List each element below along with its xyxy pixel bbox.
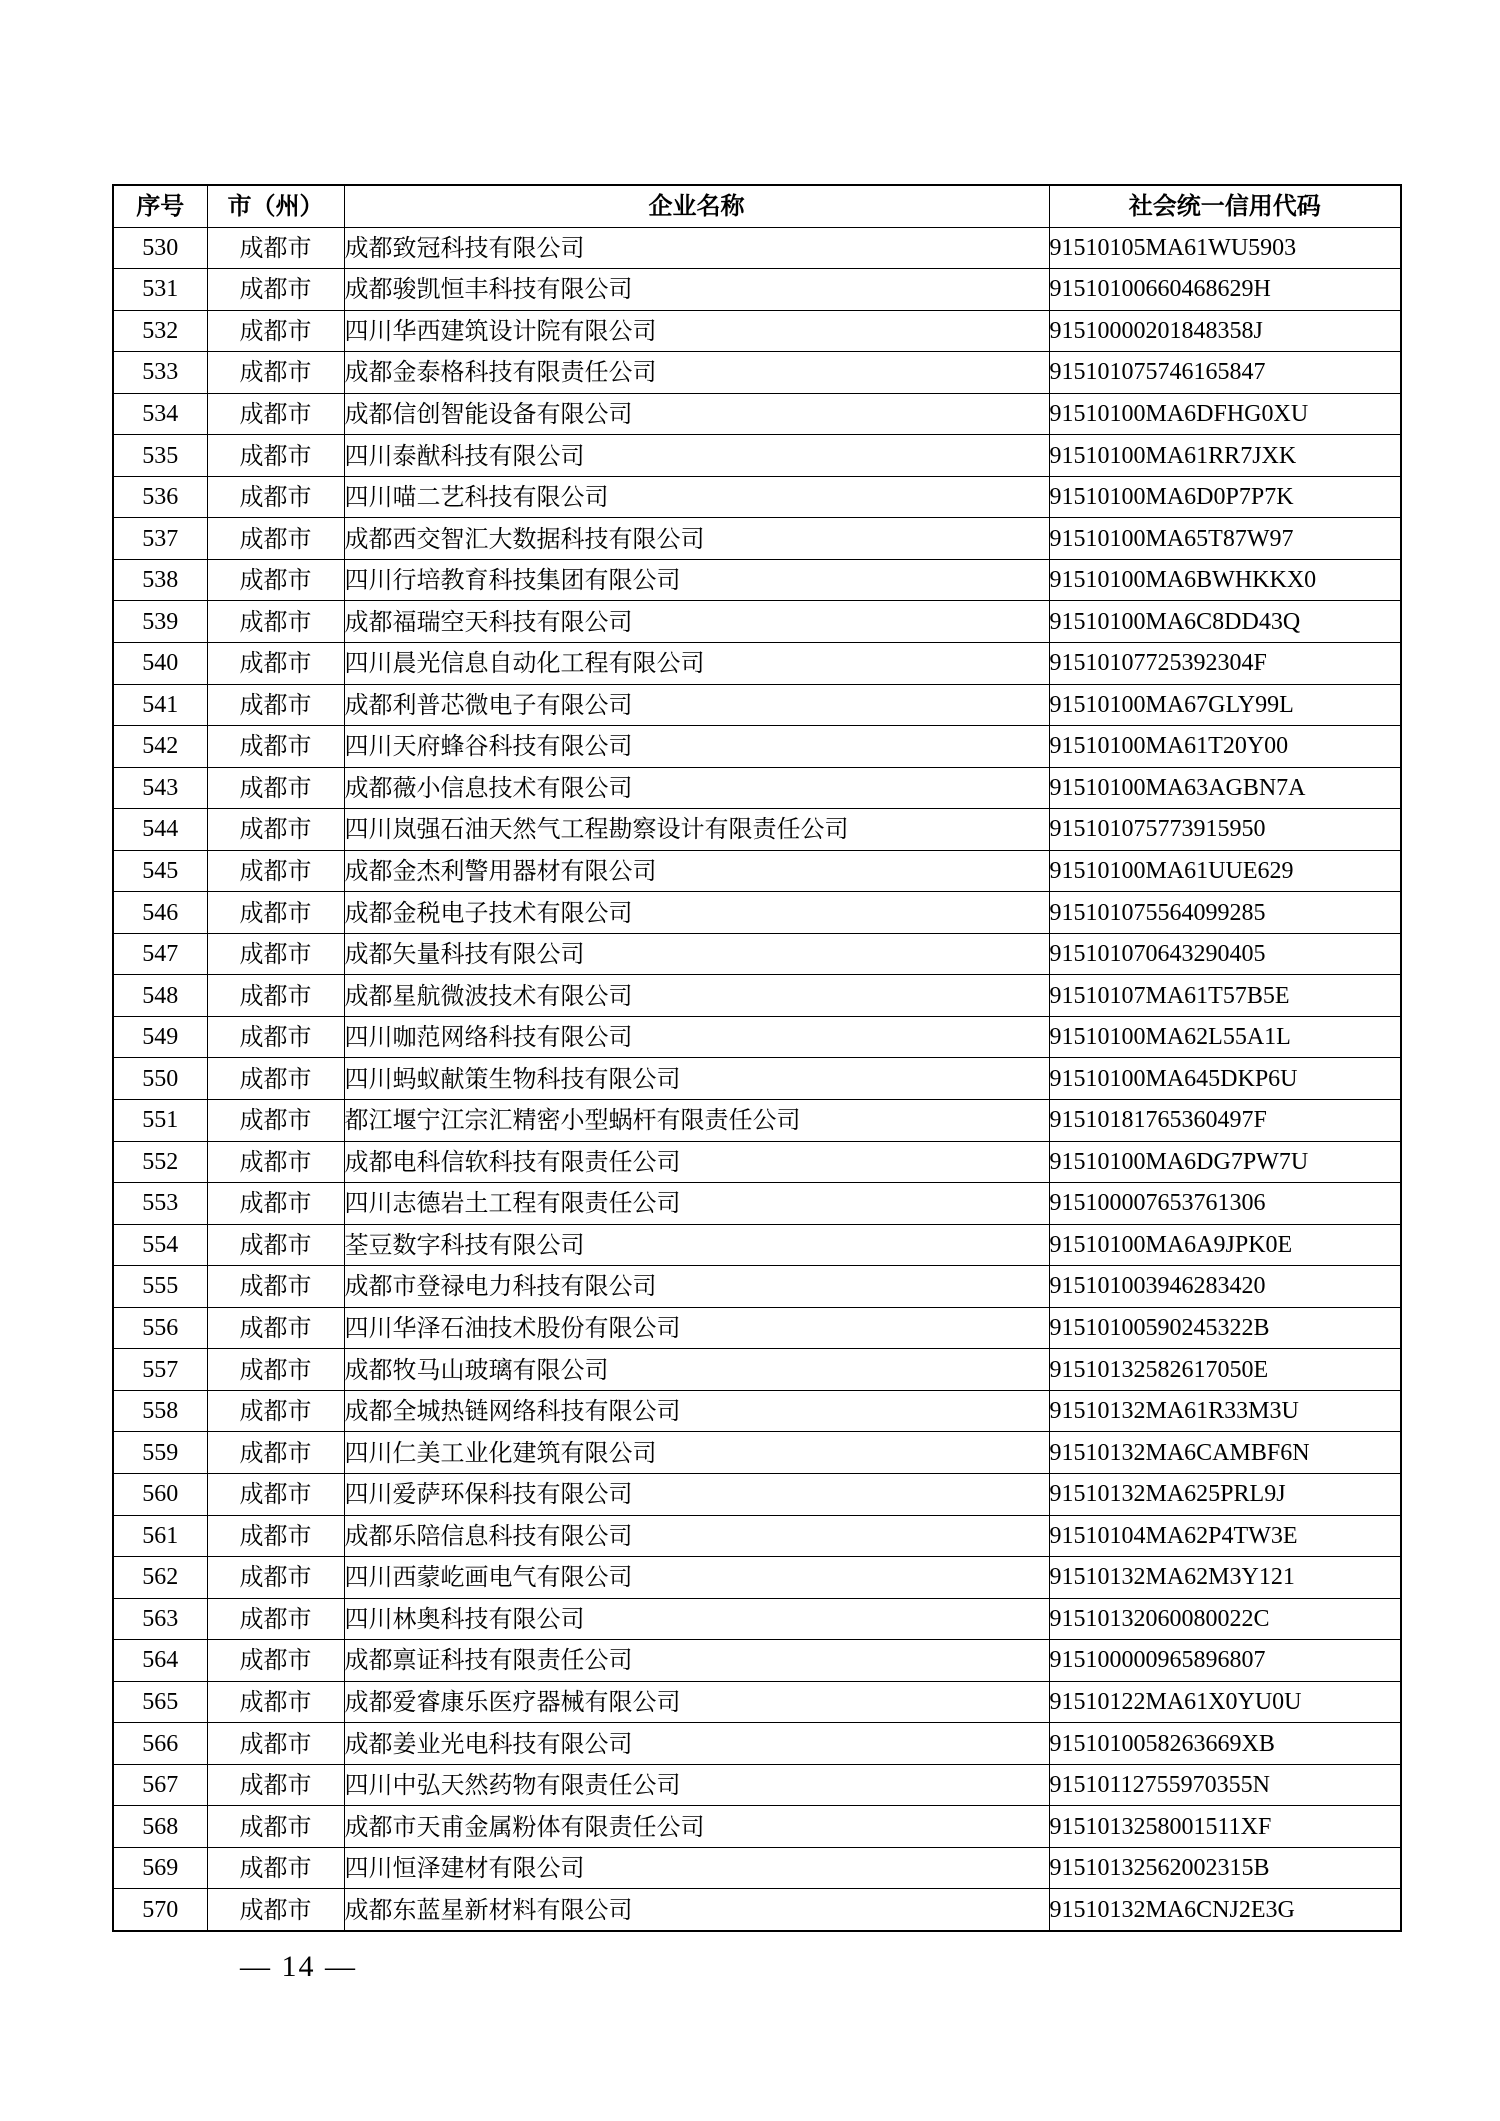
cell-index: 569 <box>113 1847 207 1889</box>
cell-city: 成都市 <box>207 1349 344 1391</box>
cell-company-name: 四川行培教育科技集团有限公司 <box>344 559 1049 601</box>
table-row <box>113 850 1401 892</box>
cell-city: 成都市 <box>207 1266 344 1308</box>
cell-index: 534 <box>113 393 207 435</box>
cell-credit-code: 91510000201848358J <box>1049 310 1401 352</box>
cell-city: 成都市 <box>207 1183 344 1225</box>
cell-city: 成都市 <box>207 227 344 269</box>
cell-company-name: 成都金泰格科技有限责任公司 <box>344 352 1049 394</box>
cell-index: 543 <box>113 767 207 809</box>
cell-index: 546 <box>113 892 207 934</box>
cell-company-name: 成都利普芯微电子有限公司 <box>344 684 1049 726</box>
cell-credit-code: 91510100590245322B <box>1049 1307 1401 1349</box>
cell-city: 成都市 <box>207 1681 344 1723</box>
cell-city: 成都市 <box>207 1598 344 1640</box>
cell-company-name: 成都市天甫金属粉体有限责任公司 <box>344 1806 1049 1848</box>
cell-credit-code: 91510100MA6D0P7P7K <box>1049 476 1401 518</box>
cell-index: 563 <box>113 1598 207 1640</box>
cell-company-name: 成都西交智汇大数据科技有限公司 <box>344 518 1049 560</box>
cell-index: 541 <box>113 684 207 726</box>
cell-company-name: 成都福瑞空天科技有限公司 <box>344 601 1049 643</box>
cell-index: 557 <box>113 1349 207 1391</box>
cell-index: 536 <box>113 476 207 518</box>
table-row <box>113 1598 1401 1640</box>
cell-credit-code: 91510107MA61T57B5E <box>1049 975 1401 1017</box>
cell-city: 成都市 <box>207 684 344 726</box>
cell-credit-code: 91510105MA61WU5903 <box>1049 227 1401 269</box>
table-row <box>113 933 1401 975</box>
cell-company-name: 成都东蓝星新材料有限公司 <box>344 1889 1049 1931</box>
table-row <box>113 352 1401 394</box>
cell-city: 成都市 <box>207 726 344 768</box>
cell-city: 成都市 <box>207 1515 344 1557</box>
table-row <box>113 643 1401 685</box>
table-row <box>113 1473 1401 1515</box>
table-row <box>113 1640 1401 1682</box>
cell-company-name: 四川晨光信息自动化工程有限公司 <box>344 643 1049 685</box>
table-row <box>113 1764 1401 1806</box>
cell-company-name: 四川泰猷科技有限公司 <box>344 435 1049 477</box>
cell-credit-code: 915101003946283420 <box>1049 1266 1401 1308</box>
cell-city: 成都市 <box>207 1224 344 1266</box>
cell-city: 成都市 <box>207 1141 344 1183</box>
cell-index: 530 <box>113 227 207 269</box>
cell-index: 562 <box>113 1557 207 1599</box>
cell-index: 556 <box>113 1307 207 1349</box>
cell-city: 成都市 <box>207 1723 344 1765</box>
cell-index: 544 <box>113 809 207 851</box>
cell-company-name: 成都金杰利警用器材有限公司 <box>344 850 1049 892</box>
cell-credit-code: 91510132562002315B <box>1049 1847 1401 1889</box>
table-row <box>113 1016 1401 1058</box>
cell-credit-code: 91510100MA61RR7JXK <box>1049 435 1401 477</box>
cell-index: 561 <box>113 1515 207 1557</box>
cell-city: 成都市 <box>207 559 344 601</box>
cell-city: 成都市 <box>207 518 344 560</box>
cell-credit-code: 91510132MA62M3Y121 <box>1049 1557 1401 1599</box>
cell-index: 531 <box>113 269 207 311</box>
cell-company-name: 成都姜业光电科技有限公司 <box>344 1723 1049 1765</box>
cell-company-name: 四川天府蜂谷科技有限公司 <box>344 726 1049 768</box>
cell-index: 568 <box>113 1806 207 1848</box>
cell-index: 533 <box>113 352 207 394</box>
table-row <box>113 975 1401 1017</box>
table-row <box>113 1307 1401 1349</box>
cell-city: 成都市 <box>207 1889 344 1931</box>
cell-index: 549 <box>113 1016 207 1058</box>
cell-index: 559 <box>113 1432 207 1474</box>
cell-city: 成都市 <box>207 767 344 809</box>
cell-credit-code: 915101075773915950 <box>1049 809 1401 851</box>
cell-city: 成都市 <box>207 1473 344 1515</box>
cell-company-name: 成都乐陪信息科技有限公司 <box>344 1515 1049 1557</box>
cell-index: 547 <box>113 933 207 975</box>
cell-city: 成都市 <box>207 601 344 643</box>
cell-company-name: 成都牧马山玻璃有限公司 <box>344 1349 1049 1391</box>
cell-company-name: 成都致冠科技有限公司 <box>344 227 1049 269</box>
table-row <box>113 269 1401 311</box>
cell-credit-code: 91510104MA62P4TW3E <box>1049 1515 1401 1557</box>
cell-index: 553 <box>113 1183 207 1225</box>
cell-city: 成都市 <box>207 269 344 311</box>
cell-city: 成都市 <box>207 892 344 934</box>
cell-credit-code: 915101070643290405 <box>1049 933 1401 975</box>
table-row <box>113 1889 1401 1931</box>
cell-index: 545 <box>113 850 207 892</box>
cell-company-name: 成都薇小信息技术有限公司 <box>344 767 1049 809</box>
table-row <box>113 518 1401 560</box>
table-row <box>113 310 1401 352</box>
cell-company-name: 荃豆数字科技有限公司 <box>344 1224 1049 1266</box>
cell-city: 成都市 <box>207 1806 344 1848</box>
cell-credit-code: 9151013258001511XF <box>1049 1806 1401 1848</box>
cell-index: 560 <box>113 1473 207 1515</box>
cell-company-name: 四川恒泽建材有限公司 <box>344 1847 1049 1889</box>
cell-credit-code: 91510100MA61UUE629 <box>1049 850 1401 892</box>
table-row <box>113 1141 1401 1183</box>
cell-city: 成都市 <box>207 1557 344 1599</box>
cell-company-name: 成都市登禄电力科技有限公司 <box>344 1266 1049 1308</box>
header-company-name: 企业名称 <box>344 185 1049 227</box>
cell-credit-code: 91510132MA6CNJ2E3G <box>1049 1889 1401 1931</box>
cell-company-name: 四川咖范网络科技有限公司 <box>344 1016 1049 1058</box>
table-row <box>113 1557 1401 1599</box>
table-row <box>113 1847 1401 1889</box>
cell-company-name: 成都爱睿康乐医疗器械有限公司 <box>344 1681 1049 1723</box>
cell-company-name: 成都禀证科技有限责任公司 <box>344 1640 1049 1682</box>
cell-company-name: 成都信创智能设备有限公司 <box>344 393 1049 435</box>
table-row <box>113 435 1401 477</box>
table-row <box>113 1266 1401 1308</box>
cell-city: 成都市 <box>207 435 344 477</box>
table-row <box>113 1515 1401 1557</box>
cell-company-name: 成都金税电子技术有限公司 <box>344 892 1049 934</box>
table-row <box>113 1183 1401 1225</box>
cell-city: 成都市 <box>207 1432 344 1474</box>
header-city: 市（州） <box>207 185 344 227</box>
cell-index: 535 <box>113 435 207 477</box>
cell-company-name: 四川岚强石油天然气工程勘察设计有限责任公司 <box>344 809 1049 851</box>
cell-credit-code: 915100007653761306 <box>1049 1183 1401 1225</box>
cell-company-name: 成都矢量科技有限公司 <box>344 933 1049 975</box>
table-row <box>113 393 1401 435</box>
cell-credit-code: 91510100MA65T87W97 <box>1049 518 1401 560</box>
table-row <box>113 892 1401 934</box>
cell-credit-code: 91510112755970355N <box>1049 1764 1401 1806</box>
cell-company-name: 成都星航微波技术有限公司 <box>344 975 1049 1017</box>
table-row <box>113 227 1401 269</box>
table-row <box>113 1390 1401 1432</box>
table-row <box>113 1723 1401 1765</box>
cell-index: 537 <box>113 518 207 560</box>
cell-index: 542 <box>113 726 207 768</box>
cell-city: 成都市 <box>207 352 344 394</box>
cell-company-name: 成都骏凯恒丰科技有限公司 <box>344 269 1049 311</box>
table-row <box>113 684 1401 726</box>
cell-city: 成都市 <box>207 1640 344 1682</box>
cell-credit-code: 91510100MA6A9JPK0E <box>1049 1224 1401 1266</box>
cell-city: 成都市 <box>207 1847 344 1889</box>
cell-company-name: 四川中弘天然药物有限责任公司 <box>344 1764 1049 1806</box>
cell-credit-code: 91510100MA61T20Y00 <box>1049 726 1401 768</box>
cell-company-name: 四川西蒙屹画电气有限公司 <box>344 1557 1049 1599</box>
enterprise-table <box>112 184 1402 1932</box>
cell-city: 成都市 <box>207 1100 344 1142</box>
table-row <box>113 559 1401 601</box>
header-index: 序号 <box>113 185 207 227</box>
cell-city: 成都市 <box>207 476 344 518</box>
cell-credit-code: 91510100MA6BWHKKX0 <box>1049 559 1401 601</box>
cell-credit-code: 91510100MA6C8DD43Q <box>1049 601 1401 643</box>
cell-city: 成都市 <box>207 850 344 892</box>
table-row <box>113 1681 1401 1723</box>
cell-index: 564 <box>113 1640 207 1682</box>
cell-credit-code: 91510100MA6DFHG0XU <box>1049 393 1401 435</box>
cell-credit-code: 91510132582617050E <box>1049 1349 1401 1391</box>
table-row <box>113 726 1401 768</box>
cell-index: 539 <box>113 601 207 643</box>
table-row <box>113 601 1401 643</box>
cell-company-name: 成都全城热链网络科技有限公司 <box>344 1390 1049 1432</box>
cell-credit-code: 91510100MA62L55A1L <box>1049 1016 1401 1058</box>
cell-credit-code: 91510100MA6DG7PW7U <box>1049 1141 1401 1183</box>
table-body <box>113 227 1401 1931</box>
table-row <box>113 1058 1401 1100</box>
table-row <box>113 1100 1401 1142</box>
table-row <box>113 1349 1401 1391</box>
cell-index: 532 <box>113 310 207 352</box>
cell-index: 548 <box>113 975 207 1017</box>
cell-city: 成都市 <box>207 1390 344 1432</box>
cell-company-name: 四川华西建筑设计院有限公司 <box>344 310 1049 352</box>
cell-index: 552 <box>113 1141 207 1183</box>
cell-credit-code: 91510132MA61R33M3U <box>1049 1390 1401 1432</box>
cell-company-name: 四川林奥科技有限公司 <box>344 1598 1049 1640</box>
header-credit-code: 社会统一信用代码 <box>1049 185 1401 227</box>
cell-credit-code: 91510122MA61X0YU0U <box>1049 1681 1401 1723</box>
cell-city: 成都市 <box>207 933 344 975</box>
cell-credit-code: 91510132MA625PRL9J <box>1049 1473 1401 1515</box>
table-row <box>113 767 1401 809</box>
cell-credit-code: 91510132060080022C <box>1049 1598 1401 1640</box>
page-number: — 14 — <box>240 1950 357 1983</box>
cell-credit-code: 91510100MA67GLY99L <box>1049 684 1401 726</box>
cell-index: 555 <box>113 1266 207 1308</box>
cell-credit-code: 915101075746165847 <box>1049 352 1401 394</box>
table-header-row <box>113 185 1401 227</box>
cell-company-name: 四川喵二艺科技有限公司 <box>344 476 1049 518</box>
cell-index: 558 <box>113 1390 207 1432</box>
cell-index: 554 <box>113 1224 207 1266</box>
table-row <box>113 1432 1401 1474</box>
cell-credit-code: 91510132MA6CAMBF6N <box>1049 1432 1401 1474</box>
cell-company-name: 四川仁美工业化建筑有限公司 <box>344 1432 1049 1474</box>
cell-company-name: 四川蚂蚁献策生物科技有限公司 <box>344 1058 1049 1100</box>
cell-city: 成都市 <box>207 1764 344 1806</box>
cell-city: 成都市 <box>207 809 344 851</box>
table-row <box>113 1224 1401 1266</box>
cell-credit-code: 915101075564099285 <box>1049 892 1401 934</box>
cell-index: 570 <box>113 1889 207 1931</box>
cell-city: 成都市 <box>207 643 344 685</box>
cell-credit-code: 91510107725392304F <box>1049 643 1401 685</box>
cell-city: 成都市 <box>207 393 344 435</box>
cell-company-name: 四川华泽石油技术股份有限公司 <box>344 1307 1049 1349</box>
cell-index: 540 <box>113 643 207 685</box>
cell-company-name: 成都电科信软科技有限责任公司 <box>344 1141 1049 1183</box>
cell-company-name: 四川爱萨环保科技有限公司 <box>344 1473 1049 1515</box>
cell-credit-code: 91510181765360497F <box>1049 1100 1401 1142</box>
cell-credit-code: 9151010058263669XB <box>1049 1723 1401 1765</box>
cell-credit-code: 91510100MA63AGBN7A <box>1049 767 1401 809</box>
table-row <box>113 1806 1401 1848</box>
cell-index: 550 <box>113 1058 207 1100</box>
cell-index: 567 <box>113 1764 207 1806</box>
cell-credit-code: 91510100MA645DKP6U <box>1049 1058 1401 1100</box>
cell-city: 成都市 <box>207 1016 344 1058</box>
cell-index: 538 <box>113 559 207 601</box>
cell-city: 成都市 <box>207 1307 344 1349</box>
cell-credit-code: 91510100660468629H <box>1049 269 1401 311</box>
table-row <box>113 809 1401 851</box>
cell-city: 成都市 <box>207 310 344 352</box>
cell-city: 成都市 <box>207 1058 344 1100</box>
cell-index: 565 <box>113 1681 207 1723</box>
cell-city: 成都市 <box>207 975 344 1017</box>
cell-company-name: 四川志德岩土工程有限责任公司 <box>344 1183 1049 1225</box>
cell-company-name: 都江堰宁江宗汇精密小型蜗杆有限责任公司 <box>344 1100 1049 1142</box>
cell-index: 566 <box>113 1723 207 1765</box>
cell-credit-code: 915100000965896807 <box>1049 1640 1401 1682</box>
table-row <box>113 476 1401 518</box>
cell-index: 551 <box>113 1100 207 1142</box>
